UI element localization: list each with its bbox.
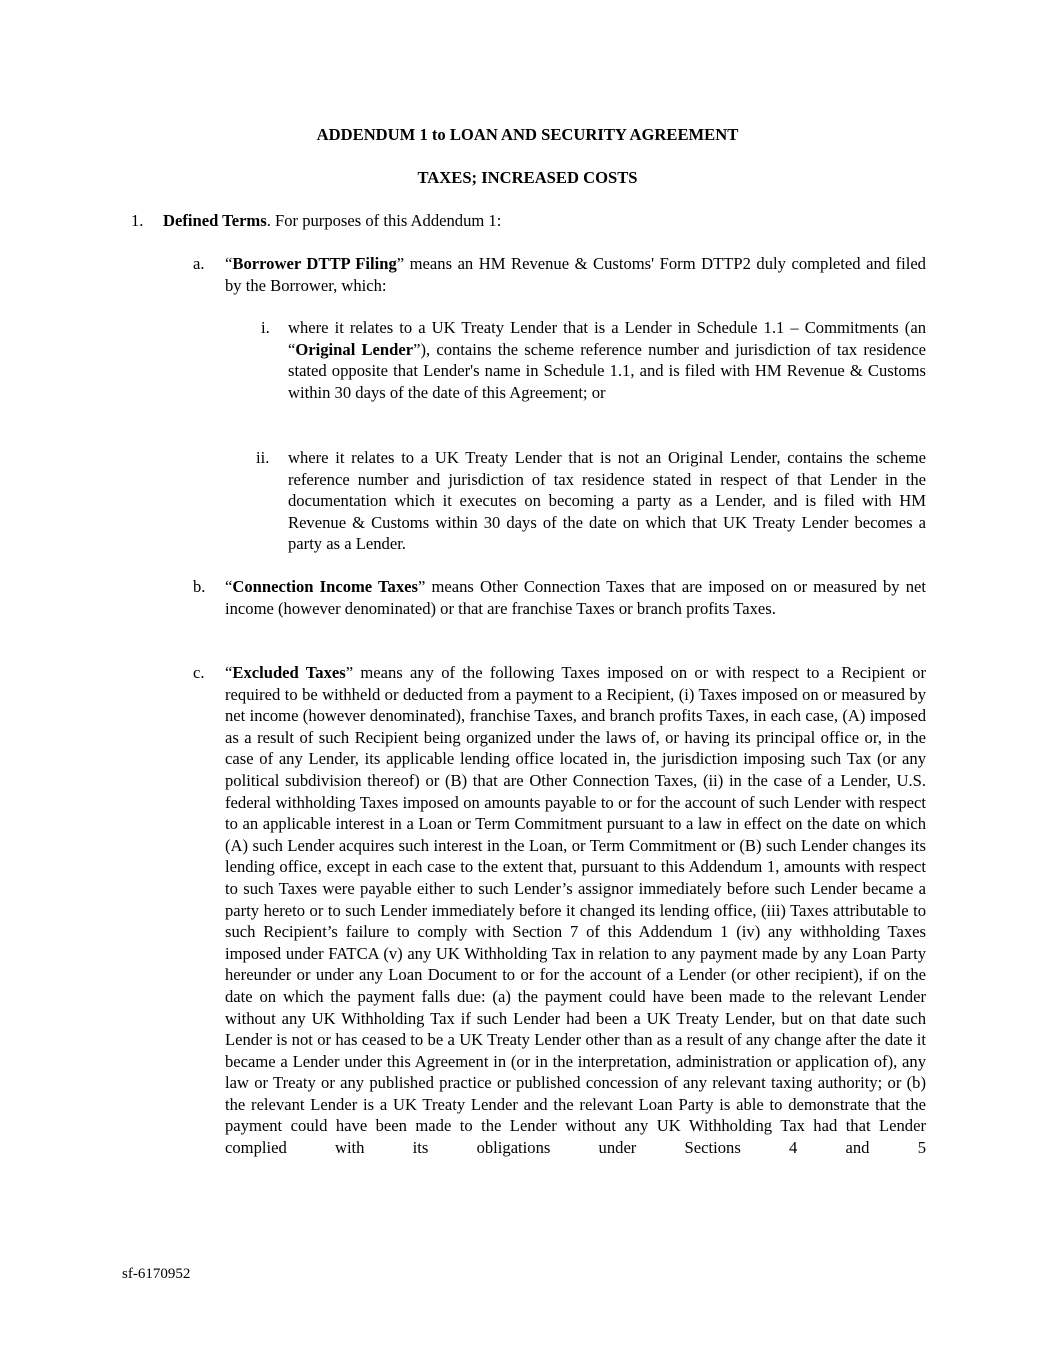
document-title: ADDENDUM 1 to LOAN AND SECURITY AGREEMENT bbox=[316, 125, 739, 144]
document-subtitle: TAXES; INCREASED COSTS bbox=[417, 168, 638, 187]
item-c-open-quote: “ bbox=[225, 663, 233, 682]
section-intro: . For purposes of this Addendum 1: bbox=[266, 211, 502, 230]
sub-i-marker: i. bbox=[261, 318, 270, 337]
section-number: 1. bbox=[131, 211, 144, 230]
item-b-paragraph bbox=[225, 576, 926, 619]
item-c-text: ” means any of the following Taxes imposed on or with respect to a Recipient or required to be withheld or deducted from a payment to a Recipient, (i) Taxes imposed on or measured by net income (however denominated), franchise Taxes, and branch profits Taxes, in each case, (A) imposed as a result of such Recipient being organized under the laws of, or having its principal office or, in the case of any Lender, its applicable lending office located in, the jurisdiction imposing such Tax (or any political subdivision thereof) or (B) that are Other Connection Taxes, (ii) in the case of a Lender, U.S. federal withholding Taxes imposed on amounts payable to or for the account of such Lender with respect to an applicable interest in a Loan or Term Commitment pursuant to a law in effect on the date on which (A) such Lender acquires such interest in the Loan, or Term Commitment or (B) such Lender changes its lending office, except in each case to the extent that, pursuant to this Addendum 1, amounts with respect to such Taxes were payable either to such Lender’s assignor immediately before such Lender became a party hereto or to such Lender immediately before it changed its lending office, (iii) Taxes attributable to such Recipient’s failure to comply with Section 7 of this Addendum 1 (iv) any withholding Taxes imposed under FATCA (v) any UK Withholding Tax in relation to any payment made by any Loan Party hereunder or under any Loan Document to or for the account of a Lender (or other recipient), if on the date on which the payment falls due: (a) the payment could have been made to the relevant Lender without any UK Withholding Tax if such Lender had been a UK Treaty Lender, but on that date such Lender is not or has ceased to be a UK Treaty Lender other than as a result of any change after the date it became a Lender under this Agreement in (or in the interpretation, administration or application of), any law or Treaty or any published practice or published concession of any relevant taxing authority; or (b) the relevant Lender is a UK Treaty Lender and the relevant Loan Party is able to demonstrate that the payment could have been made to the Lender without any UK Withholding Tax had that Lender complied with its obligations under Sections 4 and 5 bbox=[225, 663, 927, 1158]
sub-ii-marker: ii. bbox=[256, 448, 270, 467]
section-heading: Defined Terms bbox=[163, 211, 267, 230]
sub-i-term: Original Lender bbox=[295, 339, 414, 359]
sub-i-paragraph bbox=[288, 317, 926, 403]
sub-ii-paragraph: where it relates to a UK Treaty Lender that is not an Original Lender, contains the scheme reference number and jurisdiction of tax residence stated in respect of that Lender in the documentation which it executes on becoming a party as a Lender, and is filed with HM Revenue & Customs within 30 days of the date on which that UK Treaty Lender becomes a party as a Lender. bbox=[288, 448, 926, 554]
item-b-open-quote: “ bbox=[225, 577, 233, 596]
item-c-marker: c. bbox=[193, 663, 205, 682]
document-footer-id: sf-6170952 bbox=[122, 1266, 191, 1282]
item-b-text: ” means Other Connection Taxes that are imposed on or measured by net income (however denominated) or that are franchise Taxes or branch profits Taxes. bbox=[225, 577, 926, 618]
item-b-term: Connection Income Taxes bbox=[232, 577, 418, 596]
item-b-marker: b. bbox=[193, 577, 206, 596]
item-a-paragraph bbox=[225, 253, 926, 296]
section-heading-line bbox=[163, 210, 501, 232]
item-a-term: Borrower DTTP Filing bbox=[232, 254, 397, 273]
item-a-open-quote: “ bbox=[225, 254, 233, 273]
sub-i-text-before: where it relates to a UK Treaty Lender that is a Lender in Schedule 1.1 – Commitments (an “ bbox=[288, 318, 926, 359]
item-a-text: ” means an HM Revenue & Customs' Form DTTP2 duly completed and filed by the Borrower, which: bbox=[225, 254, 926, 295]
item-c-paragraph bbox=[225, 662, 926, 1159]
sub-i-text-after: ”), contains the scheme reference number and jurisdiction of tax residence stated opposite that Lender's name in Schedule 1.1, and is filed with HM Revenue & Customs within 30 days of the date of this Agreement; or bbox=[288, 339, 926, 402]
item-c-term: Excluded Taxes bbox=[232, 663, 346, 682]
item-a-marker: a. bbox=[193, 254, 205, 273]
